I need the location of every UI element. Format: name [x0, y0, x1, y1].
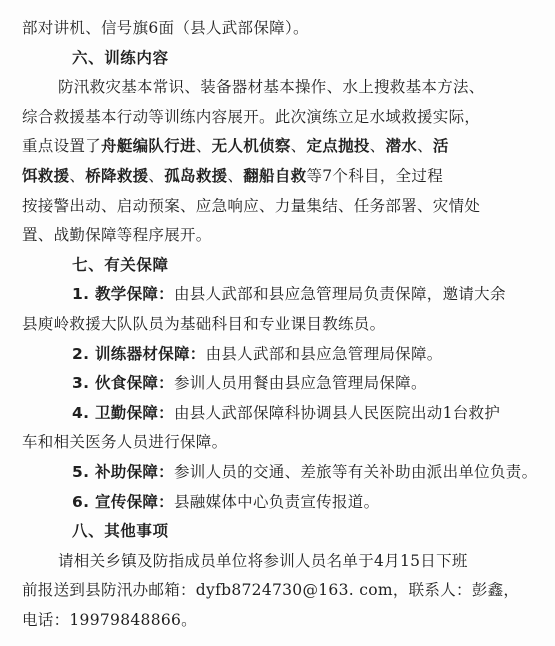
section-heading: 六、训练内容 — [72, 49, 169, 67]
bold-term: 翻船自救 — [243, 167, 307, 185]
text-line: 按接警出动、启动预案、应急响应、力量集结、任务部署、灾情处 — [22, 197, 481, 215]
item-label: 6. 宣传保障： — [72, 493, 174, 511]
text-run: 、 — [290, 137, 307, 155]
text-line: 请相关乡镇及防指成员单位将参训人员名单于4月15日下班 — [58, 552, 468, 570]
item-text: 参训人员的交通、差旅等有关补助由派出单位负责。 — [173, 463, 538, 481]
item-text: 县融媒体中心负责宣传报道。 — [173, 493, 380, 511]
text-run: 、 — [195, 137, 212, 155]
text-run: 、 — [227, 167, 244, 185]
text-line: 部对讲机、信号旗6面（县人武部保障）。 — [22, 19, 309, 37]
bold-term: 活 — [432, 137, 449, 155]
bold-term: 饵救援 — [22, 167, 70, 185]
list-item — [0, 284, 555, 304]
section-heading: 八、其他事项 — [72, 522, 169, 540]
text-run: 等7个科目，全过程 — [306, 167, 444, 185]
text-line: 车和相关医务人员进行保障。 — [22, 433, 228, 451]
text-line: 前报送到县防汛办邮箱：dyfb8724730@163. com，联系人：彭鑫， — [22, 581, 520, 599]
list-item — [0, 373, 555, 393]
section-heading: 七、有关保障 — [72, 256, 169, 274]
bold-term: 定点抛投 — [306, 137, 370, 155]
text-run: 重点设置了 — [22, 137, 102, 155]
item-text: 由县人武部保障科协调县人民医院出动1台救护 — [173, 404, 501, 422]
list-item — [0, 492, 555, 512]
text-line: 县庾岭救援大队队员为基础科目和专业课目教练员。 — [22, 315, 386, 333]
text-run: 、 — [369, 137, 386, 155]
text-line — [0, 166, 555, 186]
text-run: 、 — [417, 137, 433, 155]
text-line: 防汛救灾基本常识、装备器材基本操作、水上搜救基本方法、 — [58, 78, 485, 96]
list-item — [0, 403, 555, 423]
bold-term: 孤岛救援 — [164, 167, 228, 185]
bold-term: 无人机侦察 — [211, 137, 291, 155]
item-label: 1. 教学保障： — [72, 285, 174, 303]
text-run: 、 — [148, 167, 165, 185]
text-line — [0, 136, 555, 156]
item-label: 5. 补助保障： — [72, 463, 174, 481]
bold-term: 舟艇编队行进 — [101, 137, 196, 155]
bold-term: 潜水 — [385, 137, 418, 155]
item-label: 2. 训练器材保障： — [72, 345, 206, 363]
list-item — [0, 344, 555, 364]
bold-term: 桥降救援 — [85, 167, 149, 185]
text-run: 、 — [69, 167, 86, 185]
text-line: 电话：19979848866。 — [22, 611, 197, 629]
list-item — [0, 462, 555, 482]
text-line: 置、战勤保障等程序展开。 — [22, 226, 212, 244]
item-text: 由县人武部和县应急管理局负责保障，邀请大余 — [173, 285, 506, 303]
item-text: 由县人武部和县应急管理局保障。 — [205, 345, 443, 363]
text-line: 综合救援基本行动等训练内容展开。此次演练立足水域救援实际， — [22, 108, 481, 126]
item-label: 4. 卫勤保障： — [72, 404, 174, 422]
item-text: 参训人员用餐由县应急管理局保障。 — [173, 374, 427, 392]
item-label: 3. 伙食保障： — [72, 374, 174, 392]
